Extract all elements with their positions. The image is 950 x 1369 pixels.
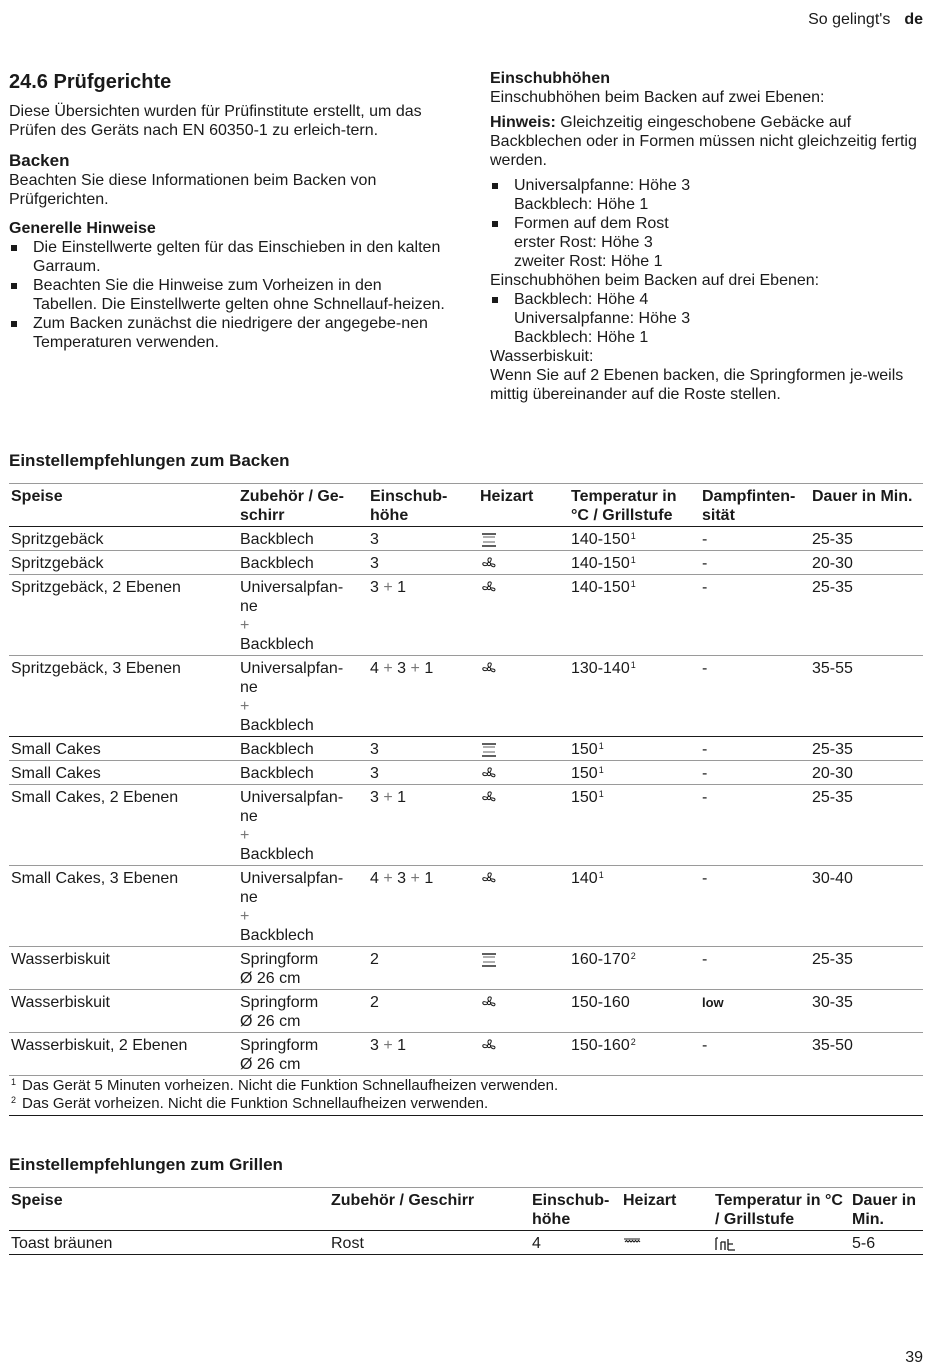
cell-dauer: 25-35 <box>812 789 853 806</box>
intro-text: Diese Übersichten wurden für Prüfinstitute erstellt, um das Prüfen des Geräts nach EN 60350-1 zu erleich-tern. <box>9 103 422 139</box>
footnotes <box>9 1077 923 1116</box>
col-header: Temperatur in °C / Grillstufe <box>715 1192 843 1228</box>
grill-table <box>9 1187 923 1255</box>
cell-heizart <box>478 866 569 947</box>
cell-hoehe: 2 <box>370 994 379 1011</box>
note-text: Gleichzeitig eingeschobene Gebäcke auf Backblechen oder in Formen müssen nicht gleichzeitig fertig werden. <box>490 114 917 169</box>
cell-heizart <box>478 785 569 866</box>
page-number: 39 <box>905 1349 923 1366</box>
table-row <box>9 947 923 990</box>
col-header: Temperatur in °C / Grillstufe <box>571 488 677 524</box>
col-header: Heizart <box>623 1192 677 1209</box>
hinweise-list <box>9 238 449 352</box>
cell-speise: Small Cakes <box>11 741 101 758</box>
cell-temp: $140-150^1$ <box>571 555 636 572</box>
cell-temp: $150^1$ <box>571 741 604 758</box>
cell-speise: Spritzgebäck <box>11 531 104 548</box>
cell-speise: Toast bräunen <box>11 1235 113 1252</box>
cell-heizart <box>478 1033 569 1076</box>
grill-table-body <box>9 1231 923 1255</box>
col-header: Einschub-höhe <box>532 1192 610 1228</box>
cell-dampf: - <box>702 741 708 758</box>
fan-heat-icon <box>480 790 498 806</box>
fan-heat-icon <box>480 661 498 677</box>
cell-dauer: 35-55 <box>812 660 853 677</box>
cell-temp: $140^1$ <box>571 870 604 887</box>
list-item: Universalpfanne: Höhe 3 Backblech: Höhe 1 <box>490 176 930 214</box>
cell-speise: Spritzgebäck <box>11 555 104 572</box>
hinweise-heading: Generelle Hinweise <box>9 220 156 237</box>
col-header: Dauer in Min. <box>812 488 913 505</box>
cell-zubehoer: Springform Ø 26 cm <box>240 994 319 1030</box>
three-levels-text: Einschubhöhen beim Backen auf drei Ebenen: <box>490 272 820 289</box>
cell-zubehoer: Universalpfan- ne + Backblech <box>240 660 344 734</box>
fan-heat-icon <box>480 580 498 596</box>
backen-table <box>9 483 923 1076</box>
top-bottom-heat-icon <box>480 952 498 968</box>
cell-dauer: 25-35 <box>812 951 853 968</box>
cell-temp: $140-150^1$ <box>571 531 636 548</box>
section-title: 24.6 Prüfgerichte <box>9 71 172 93</box>
cell-speise: Spritzgebäck, 3 Ebenen <box>11 660 181 677</box>
table-row <box>9 866 923 947</box>
cell-dampf: - <box>702 531 708 548</box>
cell-dauer: 25-35 <box>812 531 853 548</box>
cell-heizart <box>478 737 569 761</box>
cell-zubehoer: Backblech <box>240 765 314 782</box>
table-row <box>9 785 923 866</box>
cell-hoehe: 2 <box>370 951 379 968</box>
backen-table-title: Einstellempfehlungen zum Backen <box>9 451 290 470</box>
cell-zubehoer: Universalpfan- ne + Backblech <box>240 579 344 653</box>
cell-hoehe: 3 <box>370 765 379 782</box>
fan-heat-icon <box>480 556 498 572</box>
biskuit-label: Wasserbiskuit: <box>490 348 594 365</box>
cell-speise: Small Cakes <box>11 765 101 782</box>
two-levels-list <box>490 176 930 271</box>
cell-heizart <box>478 527 569 551</box>
backen-heading: Backen <box>9 151 70 170</box>
cell-heizart <box>478 990 569 1033</box>
cell-stufe <box>713 1231 850 1255</box>
col-header: Speise <box>11 1192 63 1209</box>
cell-zubehoer: Universalpfan- ne + Backblech <box>240 789 344 863</box>
table-row <box>9 656 923 737</box>
table-row <box>9 737 923 761</box>
cell-temp: $130-140^1$ <box>571 660 636 677</box>
cell-hoehe: 3 <box>370 741 379 758</box>
cell-zubehoer: Springform Ø 26 cm <box>240 951 319 987</box>
table-row <box>9 575 923 656</box>
list-item: Formen auf dem Rost erster Rost: Höhe 3 zweiter Rost: Höhe 1 <box>490 214 930 271</box>
top-bottom-heat-icon <box>480 532 498 548</box>
full-grill-icon <box>623 1236 641 1252</box>
cell-dauer: 20-30 <box>812 555 853 572</box>
cell-speise: Wasserbiskuit <box>11 994 110 1011</box>
header-lang: de <box>904 11 923 28</box>
backen-table-body <box>9 527 923 1076</box>
cell-dauer: 5-6 <box>852 1235 876 1252</box>
footnote: $^1$ Das Gerät 5 Minuten vorheizen. Nicht die Funktion Schnellaufheizen verwenden. <box>11 1077 559 1094</box>
cell-speise: Small Cakes, 3 Ebenen <box>11 870 179 887</box>
fan-heat-icon <box>480 1038 498 1054</box>
cell-zubehoer: Springform Ø 26 cm <box>240 1037 319 1073</box>
cell-speise: Spritzgebäck, 2 Ebenen <box>11 579 181 596</box>
table-row <box>9 551 923 575</box>
cell-temp: 150-160 <box>571 994 630 1011</box>
cell-hoehe: 4 + 3 + 1 <box>370 660 434 677</box>
cell-heizart <box>478 947 569 990</box>
cell-dampf: - <box>702 555 708 572</box>
cell-hoehe: 3 <box>370 531 379 548</box>
cell-speise: Wasserbiskuit, 2 Ebenen <box>11 1037 188 1054</box>
cell-dauer: 20-30 <box>812 765 853 782</box>
backen-text: Beachten Sie diese Informationen beim Backen von Prüfgerichten. <box>9 172 377 208</box>
col-header: Heizart <box>480 488 534 505</box>
table-row <box>9 761 923 785</box>
cell-heizart <box>478 551 569 575</box>
cell-temp: $150^1$ <box>571 789 604 806</box>
list-item: Backblech: Höhe 4 Universalpfanne: Höhe 3 Backblech: Höhe 1 <box>490 290 930 347</box>
col-header: Dampfinten-sität <box>702 488 796 524</box>
footnote: $^2$ Das Gerät vorheizen. Nicht die Funktion Schnellaufheizen verwenden. <box>11 1095 489 1112</box>
cell-dauer: 25-35 <box>812 579 853 596</box>
cell-hoehe: 4 <box>532 1235 541 1252</box>
col-header: Dauer in Min. <box>852 1192 917 1228</box>
cell-zubehoer: Backblech <box>240 555 314 572</box>
cell-dampf: low <box>702 995 724 1010</box>
cell-dauer: 35-50 <box>812 1037 853 1054</box>
cell-zubehoer: Backblech <box>240 531 314 548</box>
list-item: Die Einstellwerte gelten für das Einschieben in den kalten Garraum. <box>9 238 449 276</box>
grill-level-3-icon <box>715 1236 733 1252</box>
right-column <box>490 69 930 404</box>
col-header: Speise <box>11 488 63 505</box>
cell-hoehe: 3 + 1 <box>370 1037 407 1054</box>
cell-speise: Wasserbiskuit <box>11 951 110 968</box>
note-label: Hinweis: <box>490 114 556 131</box>
col-header: Zubehör / Geschirr <box>331 1192 475 1209</box>
cell-hoehe: 4 + 3 + 1 <box>370 870 434 887</box>
three-levels-list <box>490 290 930 347</box>
cell-dampf: - <box>702 951 708 968</box>
two-levels-text: Einschubhöhen beim Backen auf zwei Ebenen: <box>490 89 825 106</box>
cell-dauer: 25-35 <box>812 741 853 758</box>
cell-temp: $150^1$ <box>571 765 604 782</box>
cell-heizart <box>478 575 569 656</box>
grill-table-title: Einstellempfehlungen zum Grillen <box>9 1155 283 1174</box>
cell-zubehoer: Backblech <box>240 741 314 758</box>
cell-dampf: - <box>702 1037 708 1054</box>
header-section: So gelingt's <box>808 11 891 28</box>
einschub-heading: Einschubhöhen <box>490 70 610 87</box>
table-row <box>9 527 923 551</box>
table-row <box>9 990 923 1033</box>
top-bottom-heat-icon <box>480 742 498 758</box>
cell-dampf: - <box>702 765 708 782</box>
cell-temp: $140-150^1$ <box>571 579 636 596</box>
table-row <box>9 1231 923 1255</box>
cell-zubehoer: Rost <box>331 1235 364 1252</box>
cell-heizart <box>478 761 569 785</box>
fan-heat-icon <box>480 995 498 1011</box>
cell-dampf: - <box>702 789 708 806</box>
col-header: Einschub-höhe <box>370 488 448 524</box>
cell-hoehe: 3 + 1 <box>370 579 407 596</box>
list-item: Beachten Sie die Hinweise zum Vorheizen in den Tabellen. Die Einstellwerte gelten ohne Schnellauf-heizen. <box>9 276 449 314</box>
table-row <box>9 1033 923 1076</box>
left-column <box>9 70 449 352</box>
cell-hoehe: 3 <box>370 555 379 572</box>
col-header: Zubehör / Ge-schirr <box>240 488 344 524</box>
cell-dampf: - <box>702 870 708 887</box>
table-header-row <box>9 1188 923 1231</box>
fan-heat-icon <box>480 766 498 782</box>
cell-speise: Small Cakes, 2 Ebenen <box>11 789 179 806</box>
biskuit-text: Wenn Sie auf 2 Ebenen backen, die Springformen je-weils mittig übereinander auf die Roste stellen. <box>490 367 904 403</box>
cell-dauer: 30-40 <box>812 870 853 887</box>
note-paragraph <box>490 113 930 170</box>
cell-temp: $160-170^2$ <box>571 951 636 968</box>
cell-dauer: 30-35 <box>812 994 853 1011</box>
cell-temp: $150-160^2$ <box>571 1037 636 1054</box>
cell-dampf: - <box>702 579 708 596</box>
cell-heizart <box>478 656 569 737</box>
cell-heizart <box>621 1231 713 1255</box>
cell-dampf: - <box>702 660 708 677</box>
list-item: Zum Backen zunächst die niedrigere der angegebe-nen Temperaturen verwenden. <box>9 314 449 352</box>
cell-zubehoer: Universalpfan- ne + Backblech <box>240 870 344 944</box>
table-header-row <box>9 484 923 527</box>
fan-heat-icon <box>480 871 498 887</box>
cell-hoehe: 3 + 1 <box>370 789 407 806</box>
page-header <box>808 10 923 29</box>
